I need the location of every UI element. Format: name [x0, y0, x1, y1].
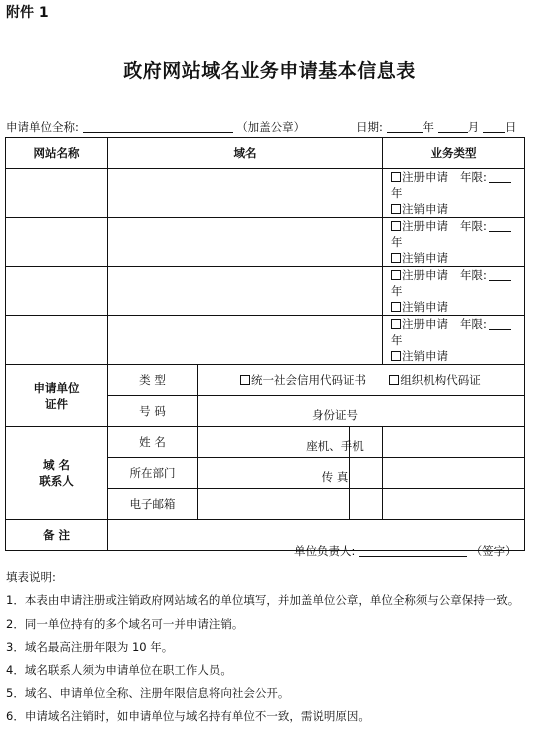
form-title: 政府网站域名业务申请基本信息表	[123, 60, 416, 82]
contact-phone-label: 座机、手机	[306, 439, 364, 453]
contact-email-label: 电子邮箱	[108, 489, 198, 520]
date-day-field[interactable]	[483, 120, 505, 133]
col-header-business-type: 业务类型	[383, 138, 525, 169]
signature-field[interactable]	[359, 544, 467, 557]
register-label: 注册申请	[402, 170, 448, 184]
domain-row	[6, 218, 525, 267]
cancel-label: 注销申请	[402, 300, 448, 314]
contact-fax-field[interactable]	[383, 489, 525, 520]
contact-id-field[interactable]	[383, 427, 525, 458]
cancel-checkbox[interactable]	[391, 351, 401, 361]
contact-phone-field[interactable]	[383, 458, 525, 489]
cert-section-line1: 申请单位	[33, 380, 80, 395]
applicant-line	[6, 119, 305, 135]
contact-email-field[interactable]	[198, 489, 350, 520]
cert-type-label: 类 型	[108, 365, 198, 396]
credit-code-label: 统一社会信用代码证书	[251, 373, 366, 387]
month-unit: 月	[467, 120, 480, 134]
site-name-cell[interactable]	[6, 267, 108, 316]
contact-id-label: 身份证号	[312, 408, 358, 422]
period-field[interactable]	[489, 269, 511, 281]
domain-row	[6, 267, 525, 316]
cert-number-label: 号 码	[108, 396, 198, 427]
col-header-site-name: 网站名称	[6, 138, 108, 169]
contact-fax-label: 传 真	[321, 470, 349, 484]
period-field[interactable]	[489, 171, 511, 183]
year-unit: 年	[391, 186, 403, 200]
site-name-cell[interactable]	[6, 316, 108, 365]
cancel-label: 注销申请	[402, 202, 448, 216]
contact-section-line2: 联系人	[39, 474, 74, 488]
domain-cell[interactable]	[108, 169, 383, 218]
date-year-field[interactable]	[387, 120, 423, 133]
contact-section-label	[6, 427, 108, 520]
period-label: 年限:	[460, 219, 487, 233]
register-label: 注册申请	[402, 317, 448, 331]
remark-label: 备 注	[6, 520, 108, 551]
credit-code-checkbox[interactable]	[240, 375, 250, 385]
cert-section-line2: 证件	[45, 396, 68, 411]
date-month-field[interactable]	[438, 120, 468, 133]
year-unit: 年	[391, 284, 403, 298]
cert-type-options	[198, 365, 525, 396]
domain-cell[interactable]	[108, 267, 383, 316]
date-label: 日期:	[356, 120, 383, 134]
site-name-cell[interactable]	[6, 169, 108, 218]
period-field[interactable]	[489, 220, 511, 232]
business-type-cell	[383, 267, 525, 316]
year-unit: 年	[422, 120, 435, 134]
date-line	[356, 119, 516, 135]
register-checkbox[interactable]	[391, 319, 401, 329]
signature-line	[294, 543, 517, 559]
spacer	[350, 489, 383, 520]
cancel-label: 注销申请	[402, 349, 448, 363]
domain-row	[6, 316, 525, 365]
seal-note: （加盖公章）	[236, 120, 306, 134]
domain-cell[interactable]	[108, 218, 383, 267]
note-item: 3．域名最高注册年限为 10 年。	[6, 640, 174, 654]
notes-title: 填表说明:	[6, 570, 56, 584]
contact-name-label: 姓 名	[108, 427, 198, 458]
business-type-cell	[383, 169, 525, 218]
business-type-cell	[383, 218, 525, 267]
day-unit: 日	[504, 120, 517, 134]
period-label: 年限:	[460, 317, 487, 331]
register-label: 注册申请	[402, 219, 448, 233]
org-code-label: 组织机构代码证	[400, 373, 481, 387]
contact-section-line1: 域 名	[42, 458, 70, 472]
note-item: 5．域名、申请单位全称、注册年限信息将向社会公开。	[6, 686, 290, 700]
org-code-checkbox[interactable]	[389, 375, 399, 385]
col-header-domain: 域名	[108, 138, 383, 169]
register-checkbox[interactable]	[391, 221, 401, 231]
cancel-checkbox[interactable]	[391, 253, 401, 263]
cancel-label: 注销申请	[402, 251, 448, 265]
year-unit: 年	[391, 333, 403, 347]
period-label: 年限:	[460, 268, 487, 282]
note-item: 1．本表由申请注册或注销政府网站域名的单位填写，并加盖单位公章，单位全称须与公章保持一致。	[6, 593, 520, 607]
signature-label: 单位负责人:	[294, 544, 356, 558]
site-name-cell[interactable]	[6, 218, 108, 267]
domain-row	[6, 169, 525, 218]
register-label: 注册申请	[402, 268, 448, 282]
signature-note: （签字）	[470, 544, 517, 558]
register-checkbox[interactable]	[391, 270, 401, 280]
applicant-label: 申请单位全称:	[6, 120, 79, 134]
register-checkbox[interactable]	[391, 172, 401, 182]
cancel-checkbox[interactable]	[391, 204, 401, 214]
domain-cell[interactable]	[108, 316, 383, 365]
contact-dept-label: 所在部门	[108, 458, 198, 489]
business-type-cell	[383, 316, 525, 365]
note-item: 2．同一单位持有的多个域名可一并申请注销。	[6, 617, 244, 631]
applicant-name-field[interactable]	[83, 120, 233, 133]
application-form-table	[5, 137, 525, 551]
period-field[interactable]	[489, 318, 511, 330]
note-item: 4．域名联系人须为申请单位在职工作人员。	[6, 663, 232, 677]
cancel-checkbox[interactable]	[391, 302, 401, 312]
attachment-label: 附件 1	[6, 5, 49, 21]
note-item: 6．申请域名注销时，如申请单位与域名持有单位不一致，需说明原因。	[6, 709, 370, 723]
period-label: 年限:	[460, 170, 487, 184]
year-unit: 年	[391, 235, 403, 249]
cert-section-label	[6, 365, 108, 427]
